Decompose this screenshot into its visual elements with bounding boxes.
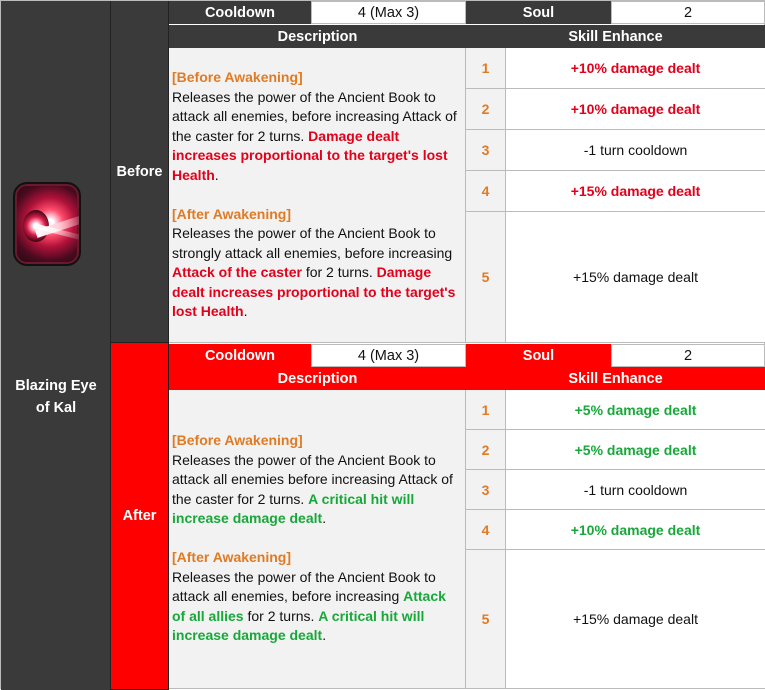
before-description	[169, 48, 466, 343]
skill-name	[1, 375, 111, 419]
before-soul-header: Soul	[466, 1, 611, 24]
enhance-level: 4	[466, 510, 506, 549]
desc-text: .	[322, 510, 327, 526]
after-enhance-row-2	[466, 430, 765, 470]
desc-text: Releases the power of the Ancient Book to attack all enemies, before increasing	[172, 568, 436, 604]
before-cooldown-value: 4 (Max 3)	[311, 1, 466, 24]
after-enhance-row-3	[466, 470, 765, 510]
desc-highlight: A critical hit will increase damage dealt	[172, 607, 425, 643]
skill-name-line2: of Kal	[35, 400, 77, 416]
before-enhance-row-2	[466, 89, 765, 130]
before-enhance-row-5	[466, 212, 765, 343]
before-cooldown-header: Cooldown	[169, 1, 311, 24]
enhance-text: +15% damage dealt	[506, 550, 765, 688]
enhance-level: 1	[466, 390, 506, 429]
enhance-level: 3	[466, 470, 506, 509]
before-before-awakening	[172, 68, 460, 185]
desc-highlight: Damage dealt increases proportional to the target's lost Health	[172, 264, 456, 319]
enhance-level: 3	[466, 130, 506, 170]
enhance-level: 5	[466, 550, 506, 688]
enhance-level: 5	[466, 212, 506, 342]
after-before-awakening	[172, 431, 460, 529]
desc-text: Releases the power of the Ancient Book to attack all enemies before increasing Attack of the caster for 2 turns.	[172, 451, 453, 507]
desc-text: Releases the power of the Ancient Book to strongly attack all enemies, before increasing	[172, 225, 453, 261]
before-enhance-row-1	[466, 48, 765, 89]
enhance-text: +15% damage dealt	[506, 171, 765, 211]
enhance-level: 2	[466, 89, 506, 129]
after-soul-header: Soul	[466, 344, 611, 367]
desc-highlight: Damage dealt increases proportional to the target's lost Health	[172, 127, 448, 183]
enhance-text: -1 turn cooldown	[506, 470, 765, 509]
after-enhance-row-4	[466, 510, 765, 550]
after-enhance-row-5	[466, 550, 765, 689]
enhance-level: 1	[466, 48, 506, 88]
awakening-title: [After Awakening]	[172, 549, 292, 565]
desc-text: Releases the power of the Ancient Book to attack all enemies, before increasing Attack of the caster for 2 turns.	[172, 88, 457, 144]
desc-highlight: A critical hit will increase damage dealt	[172, 490, 415, 526]
awakening-title: [After Awakening]	[172, 205, 292, 222]
desc-text: .	[322, 627, 327, 643]
before-section-label: Before	[111, 1, 169, 343]
enhance-level: 4	[466, 171, 506, 211]
before-skill-enhance-header: Skill Enhance	[466, 25, 765, 48]
after-soul-value: 2	[611, 344, 765, 367]
skill-name-line1: Blazing Eye	[15, 378, 97, 394]
desc-text: .	[214, 166, 219, 183]
after-description	[169, 390, 466, 689]
awakening-title: [Before Awakening]	[172, 69, 303, 85]
desc-text: for 2 turns.	[243, 607, 319, 624]
desc-text: .	[243, 303, 248, 319]
enhance-text: +10% damage dealt	[506, 89, 765, 129]
enhance-text: -1 turn cooldown	[506, 130, 765, 170]
after-section-label: After	[111, 343, 169, 690]
enhance-text: +5% damage dealt	[506, 430, 765, 469]
before-after-awakening	[172, 205, 460, 322]
enhance-text: +10% damage dealt	[506, 510, 765, 549]
enhance-text: +5% damage dealt	[506, 390, 765, 429]
after-skill-enhance-header: Skill Enhance	[466, 367, 765, 390]
after-cooldown-header: Cooldown	[169, 344, 311, 367]
enhance-level: 2	[466, 430, 506, 469]
after-after-awakening	[172, 548, 460, 646]
enhance-text: +15% damage dealt	[506, 212, 765, 342]
before-soul-value: 2	[611, 1, 765, 24]
desc-text: for 2 turns.	[301, 264, 377, 280]
before-enhance-row-3	[466, 130, 765, 171]
before-description-header: Description	[169, 25, 466, 48]
after-description-header: Description	[169, 367, 466, 390]
enhance-text: +10% damage dealt	[506, 48, 765, 88]
before-enhance-row-4	[466, 171, 765, 212]
blazing-eye-skill-icon	[13, 182, 81, 266]
skill-name-column	[1, 1, 111, 690]
desc-highlight: Attack of the caster	[172, 264, 302, 280]
after-cooldown-value: 4 (Max 3)	[311, 344, 466, 367]
desc-highlight: Attack of all allies	[172, 588, 446, 624]
after-enhance-row-1	[466, 390, 765, 430]
awakening-title: [Before Awakening]	[172, 432, 303, 448]
